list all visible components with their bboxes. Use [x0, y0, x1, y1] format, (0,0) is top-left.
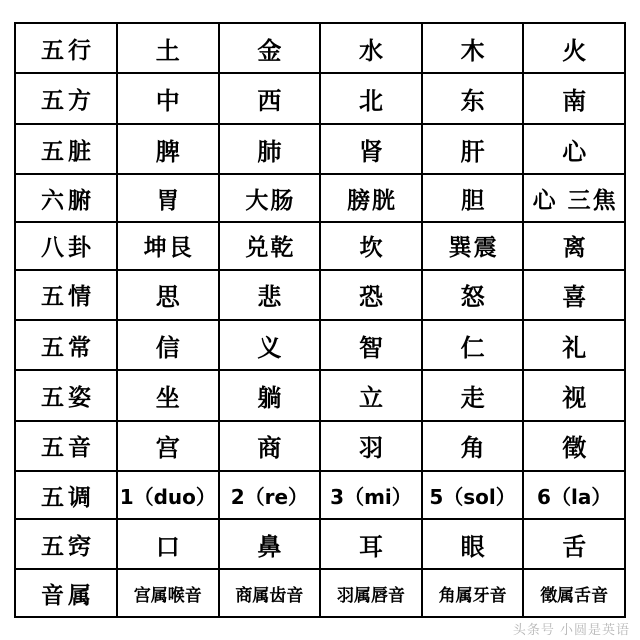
- table-cell: 胆: [422, 174, 524, 222]
- wuxing-correspondence-table: [14, 22, 626, 618]
- table-cell: 角属牙音: [422, 569, 524, 617]
- table-cell: 宫属喉音: [117, 569, 219, 617]
- table-row: [15, 370, 625, 420]
- table-cell: 肺: [219, 124, 321, 174]
- table-row: [15, 519, 625, 569]
- watermark-text: 头条号 小圆是英语: [512, 623, 630, 638]
- table-cell: 火: [523, 23, 625, 73]
- table-cell: 肾: [320, 124, 422, 174]
- table-cell: 商: [219, 421, 321, 471]
- table-cell: 脾: [117, 124, 219, 174]
- table-cell: 视: [523, 370, 625, 420]
- wuxing-table-container: [14, 22, 626, 618]
- table-cell: 思: [117, 270, 219, 320]
- table-row: [15, 270, 625, 320]
- table-cell: 3（mi）: [320, 471, 422, 519]
- table-cell: 金: [219, 23, 321, 73]
- row-label: 五情: [15, 270, 117, 320]
- row-label: 八卦: [15, 222, 117, 270]
- table-cell: 口: [117, 519, 219, 569]
- table-cell: 离: [523, 222, 625, 270]
- table-cell: 喜: [523, 270, 625, 320]
- table-cell: 坐: [117, 370, 219, 420]
- table-cell: 舌: [523, 519, 625, 569]
- table-cell: 北: [320, 73, 422, 123]
- table-row: [15, 124, 625, 174]
- table-cell: 徵属舌音: [523, 569, 625, 617]
- table-row: [15, 222, 625, 270]
- table-cell: 宫: [117, 421, 219, 471]
- table-cell: 鼻: [219, 519, 321, 569]
- row-label: 五脏: [15, 124, 117, 174]
- table-cell: 肝: [422, 124, 524, 174]
- table-cell: 南: [523, 73, 625, 123]
- table-cell: 2（re）: [219, 471, 321, 519]
- row-label: 五姿: [15, 370, 117, 420]
- table-cell: 心: [523, 124, 625, 174]
- row-label: 五常: [15, 320, 117, 370]
- table-cell: 土: [117, 23, 219, 73]
- row-label: 五调: [15, 471, 117, 519]
- table-row: [15, 73, 625, 123]
- table-cell: 中: [117, 73, 219, 123]
- row-label: 五方: [15, 73, 117, 123]
- row-label: 六腑: [15, 174, 117, 222]
- table-cell: 坎: [320, 222, 422, 270]
- table-cell: 信: [117, 320, 219, 370]
- table-cell: 恐: [320, 270, 422, 320]
- table-row: [15, 174, 625, 222]
- row-label: 五行: [15, 23, 117, 73]
- table-cell: 怒: [422, 270, 524, 320]
- row-label: 五音: [15, 421, 117, 471]
- table-cell: 心 三焦: [523, 174, 625, 222]
- table-cell: 走: [422, 370, 524, 420]
- row-label: 五窍: [15, 519, 117, 569]
- table-cell: 胃: [117, 174, 219, 222]
- table-cell: 木: [422, 23, 524, 73]
- table-cell: 东: [422, 73, 524, 123]
- table-cell: 义: [219, 320, 321, 370]
- table-cell: 羽属唇音: [320, 569, 422, 617]
- table-row: [15, 320, 625, 370]
- table-cell: 徵: [523, 421, 625, 471]
- table-body: [15, 23, 625, 617]
- table-cell: 躺: [219, 370, 321, 420]
- table-cell: 角: [422, 421, 524, 471]
- table-cell: 5（sol）: [422, 471, 524, 519]
- table-row: [15, 471, 625, 519]
- table-row: [15, 421, 625, 471]
- table-cell: 眼: [422, 519, 524, 569]
- table-cell: 礼: [523, 320, 625, 370]
- table-row: [15, 23, 625, 73]
- table-cell: 商属齿音: [219, 569, 321, 617]
- table-cell: 仁: [422, 320, 524, 370]
- table-cell: 巽震: [422, 222, 524, 270]
- table-cell: 羽: [320, 421, 422, 471]
- table-cell: 大肠: [219, 174, 321, 222]
- table-cell: 耳: [320, 519, 422, 569]
- table-cell: 坤艮: [117, 222, 219, 270]
- table-cell: 水: [320, 23, 422, 73]
- table-row: [15, 569, 625, 617]
- table-cell: 智: [320, 320, 422, 370]
- table-cell: 膀胱: [320, 174, 422, 222]
- table-cell: 西: [219, 73, 321, 123]
- table-cell: 立: [320, 370, 422, 420]
- table-cell: 1（duo）: [117, 471, 219, 519]
- row-label: 音属: [15, 569, 117, 617]
- table-cell: 6（la）: [523, 471, 625, 519]
- table-cell: 悲: [219, 270, 321, 320]
- table-cell: 兑乾: [219, 222, 321, 270]
